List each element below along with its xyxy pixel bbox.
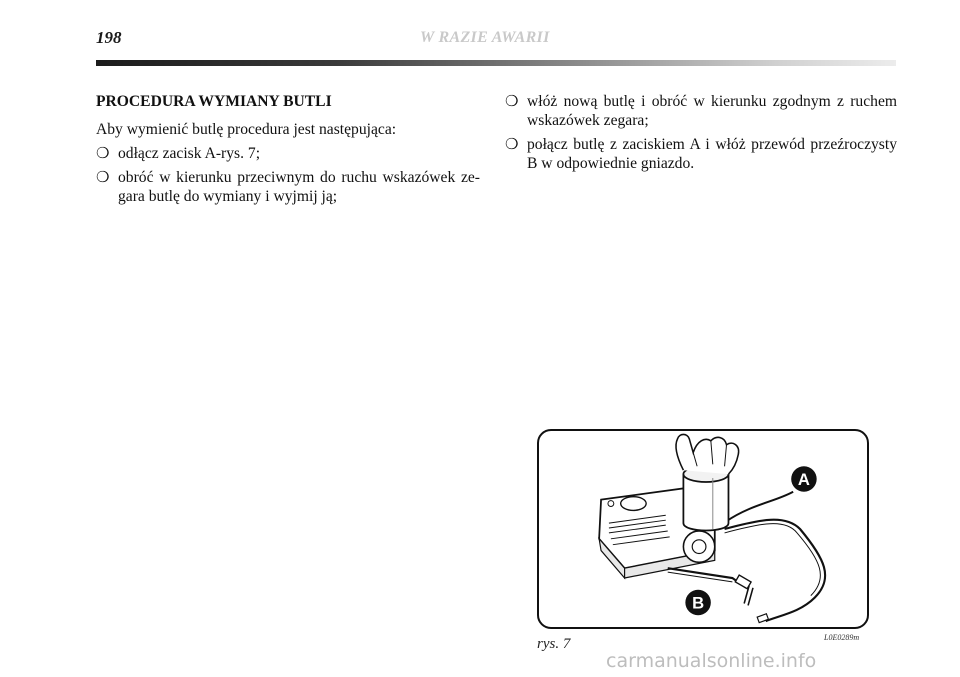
running-head: W RAZIE AWARII	[420, 29, 550, 46]
list-item-text: połącz butlę z zaciskiem A i włóż przewód przeźroczysty B w odpowiednie gniazdo.	[527, 136, 897, 172]
gauge	[621, 497, 646, 511]
list-item	[505, 92, 897, 130]
watermark: carmanualsonline.info	[606, 650, 817, 672]
hand	[676, 434, 739, 474]
bullet-icon: ❍	[96, 168, 110, 186]
label-b: B	[692, 593, 705, 613]
list-item-text: odłącz zacisk A-rys. 7;	[118, 145, 261, 162]
list-item	[505, 135, 897, 173]
figure-code: L0E0289m	[824, 633, 860, 642]
left-column	[96, 92, 480, 211]
section-title: PROCEDURA WYMIANY BUTLI	[96, 93, 332, 110]
bullet-icon: ❍	[505, 135, 519, 153]
intro-text: Aby wymienić butlę procedura jest następująca:	[96, 121, 397, 138]
list-item	[96, 144, 480, 163]
bullet-icon: ❍	[96, 144, 110, 162]
list-item	[96, 168, 480, 206]
hose-loop	[725, 520, 826, 621]
right-column	[505, 92, 897, 178]
header-rule	[96, 60, 896, 66]
page-number: 198	[96, 28, 122, 47]
figure-caption: rys. 7	[537, 636, 571, 652]
bullet-icon: ❍	[505, 92, 519, 110]
list-item-text: obróć w kierunku przeciwnym do ruchu wskazówek ze-gara butlę do wymiany i wyjmij ją;	[118, 169, 480, 205]
list-item-text: włóż nową butlę i obróć w kierunku zgodnym z ruchem wskazówek zegara;	[527, 93, 897, 129]
label-a: A	[797, 469, 810, 489]
figure-illustration	[537, 429, 869, 629]
hose-a	[727, 492, 794, 521]
compressor-illustration	[539, 431, 867, 627]
